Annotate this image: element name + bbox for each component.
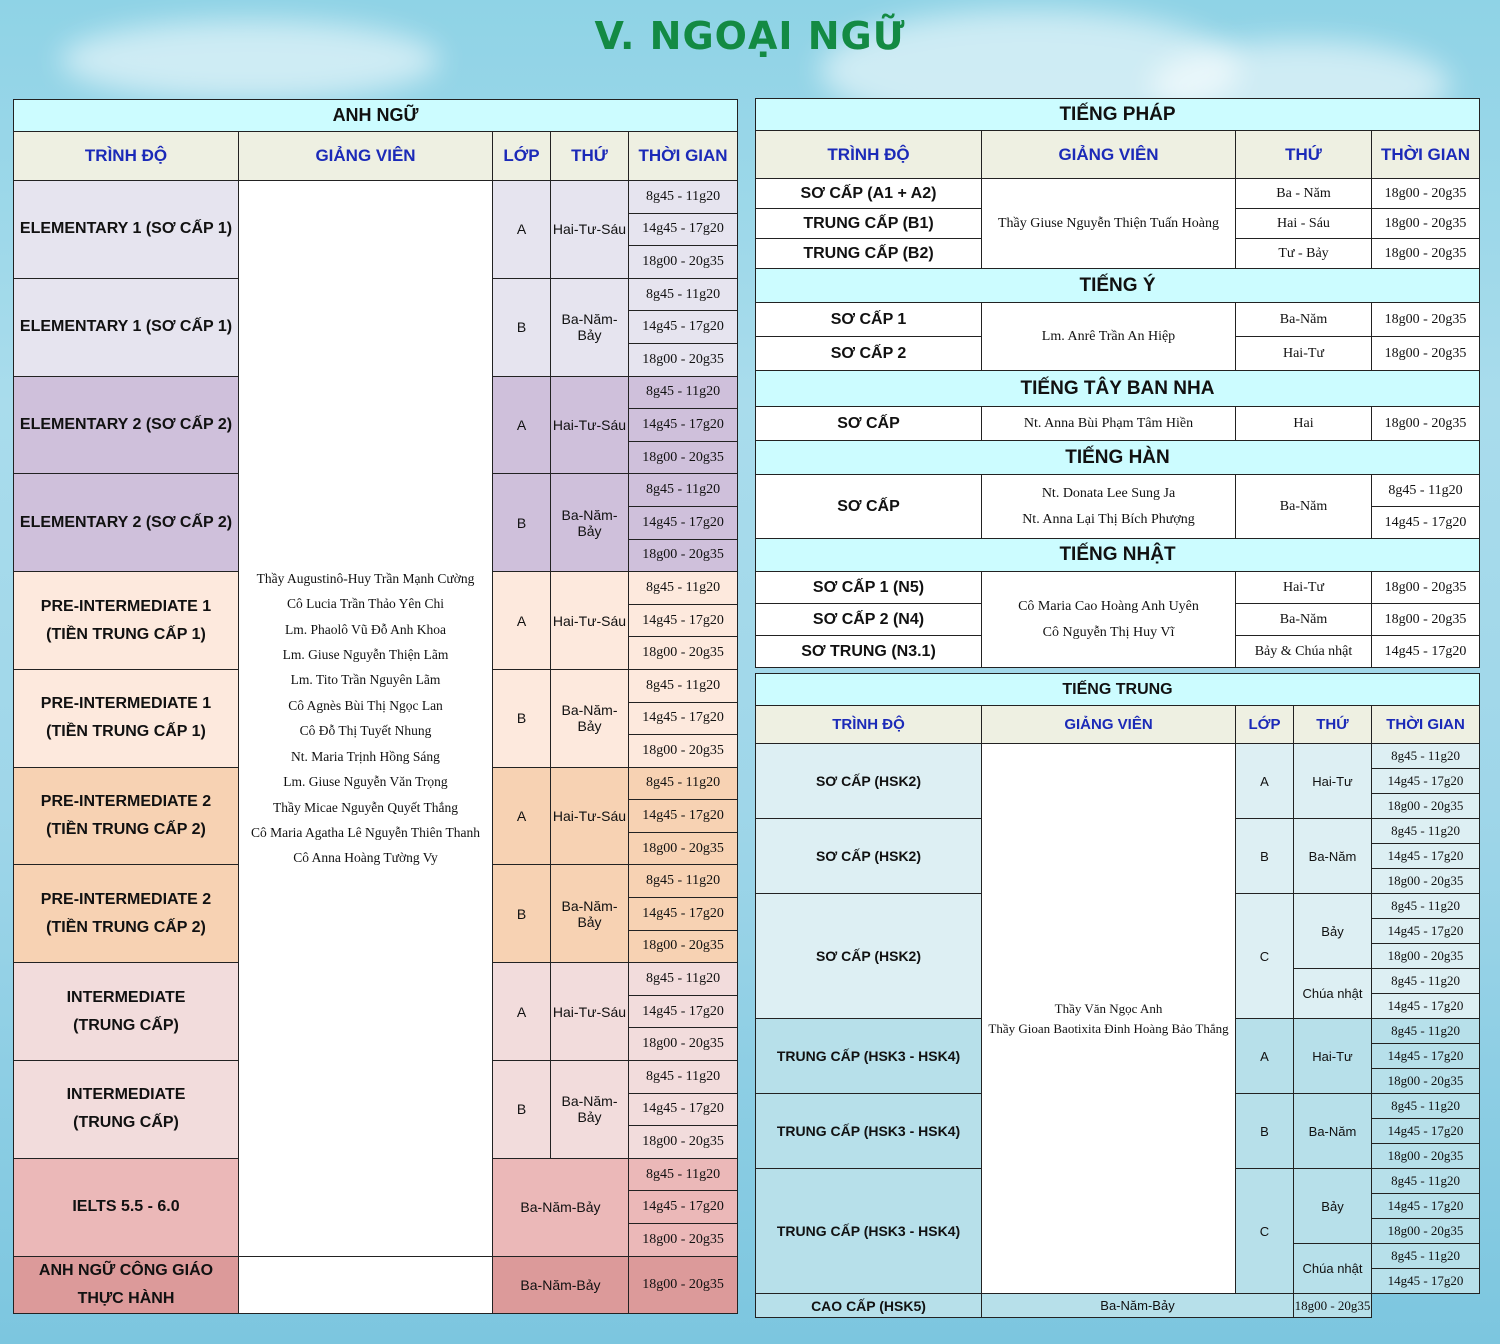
teacher-name: Nt. Anna Lại Thị Bích Phượng <box>1022 511 1195 527</box>
days-cell: Ba-Năm-Bảy <box>493 1158 629 1256</box>
class-cell: A <box>493 376 551 474</box>
level-cell: IELTS 5.5 - 6.0 <box>14 1158 239 1256</box>
class-cell: B <box>1236 1094 1294 1169</box>
header-level: TRÌNH ĐỘ <box>14 132 239 181</box>
days-cell: Hai-Tư-Sáu <box>551 963 629 1061</box>
days-cell: Bảy <box>1294 1169 1372 1244</box>
class-cell: A <box>493 181 551 279</box>
level-line: INTERMEDIATE <box>66 988 186 1006</box>
time-cell: 18g00 - 20g35 <box>1294 1294 1372 1318</box>
class-cell: A <box>1236 744 1294 819</box>
time-cell: 14g45 - 17g20 <box>629 506 738 539</box>
days-cell: Ba-Năm-Bảy <box>551 474 629 572</box>
time-cell: 18g00 - 20g35 <box>629 832 738 865</box>
level-cell: SƠ CẤP 1 <box>756 303 982 337</box>
time-cell: 8g45 - 11g20 <box>1372 1169 1480 1194</box>
other-languages-table <box>755 98 1480 668</box>
time-cell: 18g00 - 20g35 <box>1372 337 1480 371</box>
teacher-name: Cô Nguyễn Thị Huy Vĩ <box>1042 624 1175 640</box>
time-cell: 8g45 - 11g20 <box>1372 969 1480 994</box>
time-cell: 18g00 - 20g35 <box>1372 944 1480 969</box>
time-cell: 18g00 - 20g35 <box>629 1028 738 1061</box>
time-cell: 8g45 - 11g20 <box>629 669 738 702</box>
teacher-empty-cell <box>239 1256 493 1313</box>
spanish-section-title: TIẾNG TÂY BAN NHA <box>756 371 1480 407</box>
korean-section-title: TIẾNG HÀN <box>756 441 1480 475</box>
time-cell: 8g45 - 11g20 <box>629 1158 738 1191</box>
days-cell: Bảy & Chúa nhật <box>1236 636 1372 668</box>
days-cell: Hai-Tư <box>1236 337 1372 371</box>
level-cell: SƠ CẤP (HSK2) <box>756 744 982 819</box>
level-cell: SƠ CẤP (HSK2) <box>756 894 982 1019</box>
level-cell: TRUNG CẤP (B1) <box>756 209 982 239</box>
header-time: THỜI GIAN <box>629 132 738 181</box>
level-cell <box>14 572 239 670</box>
teacher-name: Thầy Micae Nguyễn Quyết Thắng <box>273 799 458 815</box>
time-cell: 18g00 - 20g35 <box>1372 209 1480 239</box>
level-line: PRE-INTERMEDIATE 2 <box>40 793 212 811</box>
time-cell: 14g45 - 17g20 <box>629 604 738 637</box>
level-line: (TIỀN TRUNG CẤP 1) <box>46 625 206 643</box>
class-cell: A <box>1236 1019 1294 1094</box>
teacher-name: Cô Maria Cao Hoàng Anh Uyên <box>1018 598 1199 614</box>
level-cell <box>14 669 239 767</box>
time-cell: 14g45 - 17g20 <box>1372 636 1480 668</box>
level-line: THỰC HÀNH <box>77 1289 175 1307</box>
time-cell: 18g00 - 20g35 <box>1372 407 1480 441</box>
time-cell: 14g45 - 17g20 <box>1372 1269 1480 1294</box>
time-cell: 8g45 - 11g20 <box>629 181 738 214</box>
time-cell: 14g45 - 17g20 <box>1372 1194 1480 1219</box>
header-day: THỨ <box>1236 131 1372 179</box>
time-cell: 18g00 - 20g35 <box>1372 794 1480 819</box>
english-section-title: ANH NGỮ <box>14 100 738 132</box>
level-cell <box>14 865 239 963</box>
header-time: THỜI GIAN <box>1372 706 1480 744</box>
time-cell: 14g45 - 17g20 <box>629 311 738 344</box>
class-cell: B <box>493 669 551 767</box>
time-cell: 14g45 - 17g20 <box>629 702 738 735</box>
time-cell: 18g00 - 20g35 <box>629 539 738 572</box>
header-level: TRÌNH ĐỘ <box>756 131 982 179</box>
days-cell: Bảy <box>1294 894 1372 969</box>
italian-section-title: TIẾNG Ý <box>756 269 1480 303</box>
days-cell: Hai-Tư-Sáu <box>551 767 629 865</box>
level-cell: SƠ CẤP 2 (N4) <box>756 604 982 636</box>
time-cell: 8g45 - 11g20 <box>629 474 738 507</box>
time-cell: 18g00 - 20g35 <box>1372 303 1480 337</box>
days-cell: Hai-Tư-Sáu <box>551 572 629 670</box>
teacher-name: Lm. Giuse Nguyễn Văn Trọng <box>283 774 448 790</box>
time-cell: 18g00 - 20g35 <box>629 441 738 474</box>
time-cell: 14g45 - 17g20 <box>629 409 738 442</box>
level-cell: ELEMENTARY 2 (SƠ CẤP 2) <box>14 376 239 474</box>
french-section-title: TIẾNG PHÁP <box>756 99 1480 131</box>
teacher-cell: Lm. Anrê Trần An Hiệp <box>982 303 1236 371</box>
english-table <box>13 99 738 1314</box>
time-cell: 18g00 - 20g35 <box>1372 1069 1480 1094</box>
time-cell: 14g45 - 17g20 <box>1372 1119 1480 1144</box>
teacher-cell <box>982 475 1236 539</box>
header-teacher: GIẢNG VIÊN <box>982 131 1236 179</box>
days-cell: Hai-Tư-Sáu <box>551 376 629 474</box>
level-line: PRE-INTERMEDIATE 1 <box>40 695 212 713</box>
level-cell <box>14 1256 239 1313</box>
level-cell: TRUNG CẤP (HSK3 - HSK4) <box>756 1094 982 1169</box>
class-cell: A <box>493 963 551 1061</box>
level-cell: ELEMENTARY 1 (SƠ CẤP 1) <box>14 278 239 376</box>
time-cell: 18g00 - 20g35 <box>629 246 738 279</box>
days-cell: Hai - Sáu <box>1236 209 1372 239</box>
chinese-teachers-cell <box>982 744 1236 1294</box>
level-cell: ELEMENTARY 1 (SƠ CẤP 1) <box>14 181 239 279</box>
time-cell: 18g00 - 20g35 <box>629 1256 738 1313</box>
time-cell: 8g45 - 11g20 <box>1372 744 1480 769</box>
time-cell: 14g45 - 17g20 <box>629 995 738 1028</box>
time-cell: 14g45 - 17g20 <box>1372 507 1480 539</box>
time-cell: 14g45 - 17g20 <box>1372 1044 1480 1069</box>
level-cell: SƠ CẤP 1 (N5) <box>756 572 982 604</box>
level-cell <box>14 1061 239 1159</box>
days-cell: Ba-Năm-Bảy <box>982 1294 1294 1318</box>
class-cell: C <box>1236 1169 1294 1294</box>
level-cell: CAO CẤP (HSK5) <box>756 1294 982 1318</box>
level-cell: TRUNG CẤP (HSK3 - HSK4) <box>756 1019 982 1094</box>
time-cell: 18g00 - 20g35 <box>1372 869 1480 894</box>
time-cell: 18g00 - 20g35 <box>629 1224 738 1257</box>
class-cell: B <box>493 1061 551 1159</box>
header-day: THỨ <box>551 132 629 181</box>
teacher-cell <box>982 572 1236 668</box>
level-line: (TRUNG CẤP) <box>73 1016 179 1034</box>
class-cell: B <box>493 278 551 376</box>
time-cell: 8g45 - 11g20 <box>1372 819 1480 844</box>
days-cell: Tư - Bảy <box>1236 239 1372 269</box>
teacher-name: Cô Agnès Bùi Thị Ngọc Lan <box>288 697 443 713</box>
level-cell <box>14 963 239 1061</box>
teacher-name: Thầy Văn Ngọc Anh <box>1054 1000 1163 1016</box>
level-line: PRE-INTERMEDIATE 1 <box>40 597 212 615</box>
time-cell: 18g00 - 20g35 <box>1372 572 1480 604</box>
teacher-name: Lm. Phaolô Vũ Đỗ Anh Khoa <box>285 621 446 637</box>
days-cell: Hai-Tư <box>1294 744 1372 819</box>
chinese-table <box>755 673 1480 1318</box>
teacher-name: Cô Maria Agatha Lê Nguyễn Thiên Thanh <box>251 824 480 840</box>
time-cell: 14g45 - 17g20 <box>1372 844 1480 869</box>
time-cell: 14g45 - 17g20 <box>1372 919 1480 944</box>
level-cell: SƠ CẤP <box>756 475 982 539</box>
teacher-name: Lm. Giuse Nguyễn Thiện Lãm <box>282 647 449 663</box>
level-line: (TIỀN TRUNG CẤP 1) <box>46 723 206 741</box>
teacher-name: Cô Đỗ Thị Tuyết Nhung <box>299 723 432 739</box>
time-cell: 8g45 - 11g20 <box>629 278 738 311</box>
time-cell: 14g45 - 17g20 <box>629 1191 738 1224</box>
level-cell: SƠ CẤP (HSK2) <box>756 819 982 894</box>
level-line: PRE-INTERMEDIATE 2 <box>40 890 212 908</box>
teacher-name: Nt. Donata Lee Sung Ja <box>1041 485 1176 501</box>
time-cell: 8g45 - 11g20 <box>629 572 738 605</box>
class-cell: B <box>1236 819 1294 894</box>
days-cell: Ba-Năm <box>1236 604 1372 636</box>
teacher-name: Lm. Tito Trần Nguyên Lãm <box>290 672 441 688</box>
level-line: (TRUNG CẤP) <box>73 1114 179 1132</box>
days-cell: Ba-Năm-Bảy <box>493 1256 629 1313</box>
days-cell: Ba-Năm-Bảy <box>551 865 629 963</box>
page-title: V. NGOẠI NGỮ <box>594 14 906 58</box>
teacher-cell: Nt. Anna Bùi Phạm Tâm Hiền <box>982 407 1236 441</box>
teacher-name: Thầy Gioan Baotixita Đinh Hoàng Bảo Thắng <box>988 1020 1229 1036</box>
days-cell: Chúa nhật <box>1294 1244 1372 1294</box>
time-cell: 18g00 - 20g35 <box>629 343 738 376</box>
level-line: (TIỀN TRUNG CẤP 2) <box>46 918 206 936</box>
time-cell: 14g45 - 17g20 <box>629 1093 738 1126</box>
level-line: INTERMEDIATE <box>66 1086 186 1104</box>
chinese-section-title: TIẾNG TRUNG <box>756 674 1480 706</box>
time-cell: 8g45 - 11g20 <box>629 963 738 996</box>
level-cell: SƠ CẤP (A1 + A2) <box>756 179 982 209</box>
days-cell: Ba-Năm <box>1236 475 1372 539</box>
header-class: LỚP <box>493 132 551 181</box>
time-cell: 8g45 - 11g20 <box>629 865 738 898</box>
time-cell: 8g45 - 11g20 <box>629 1061 738 1094</box>
time-cell: 14g45 - 17g20 <box>1372 994 1480 1019</box>
days-cell: Ba-Năm-Bảy <box>551 1061 629 1159</box>
header-time: THỜI GIAN <box>1372 131 1480 179</box>
level-line: (TIỀN TRUNG CẤP 2) <box>46 821 206 839</box>
header-teacher: GIẢNG VIÊN <box>982 706 1236 744</box>
header-day: THỨ <box>1294 706 1372 744</box>
level-cell: SƠ CẤP <box>756 407 982 441</box>
level-cell: TRUNG CẤP (HSK3 - HSK4) <box>756 1169 982 1294</box>
class-cell: B <box>493 865 551 963</box>
class-cell: A <box>493 767 551 865</box>
days-cell: Ba-Năm-Bảy <box>551 278 629 376</box>
level-cell: ELEMENTARY 2 (SƠ CẤP 2) <box>14 474 239 572</box>
class-cell: B <box>493 474 551 572</box>
time-cell: 14g45 - 17g20 <box>1372 769 1480 794</box>
header-level: TRÌNH ĐỘ <box>756 706 982 744</box>
teacher-name: Thầy Augustinô-Huy Trần Mạnh Cường <box>256 570 475 586</box>
level-cell: SƠ CẤP 2 <box>756 337 982 371</box>
level-cell: SƠ TRUNG (N3.1) <box>756 636 982 668</box>
time-cell: 18g00 - 20g35 <box>629 930 738 963</box>
time-cell: 8g45 - 11g20 <box>1372 475 1480 507</box>
time-cell: 18g00 - 20g35 <box>1372 239 1480 269</box>
time-cell: 8g45 - 11g20 <box>629 376 738 409</box>
time-cell: 14g45 - 17g20 <box>629 898 738 931</box>
time-cell: 8g45 - 11g20 <box>1372 1244 1480 1269</box>
time-cell: 18g00 - 20g35 <box>1372 1144 1480 1169</box>
time-cell: 8g45 - 11g20 <box>629 767 738 800</box>
time-cell: 18g00 - 20g35 <box>1372 1219 1480 1244</box>
level-cell <box>14 767 239 865</box>
days-cell: Hai-Tư <box>1236 572 1372 604</box>
days-cell: Chúa nhật <box>1294 969 1372 1019</box>
teacher-name: Cô Anna Hoàng Tường Vy <box>293 850 438 866</box>
time-cell: 8g45 - 11g20 <box>1372 1094 1480 1119</box>
time-cell: 8g45 - 11g20 <box>1372 1019 1480 1044</box>
days-cell: Ba-Năm-Bảy <box>551 669 629 767</box>
english-teachers-cell <box>239 181 493 1257</box>
days-cell: Hai-Tư <box>1294 1019 1372 1094</box>
level-cell: TRUNG CẤP (B2) <box>756 239 982 269</box>
class-cell: C <box>1236 894 1294 1019</box>
days-cell: Hai-Tư-Sáu <box>551 181 629 279</box>
time-cell: 8g45 - 11g20 <box>1372 894 1480 919</box>
header-teacher: GIẢNG VIÊN <box>239 132 493 181</box>
time-cell: 18g00 - 20g35 <box>629 1126 738 1159</box>
time-cell: 18g00 - 20g35 <box>629 735 738 768</box>
time-cell: 14g45 - 17g20 <box>629 800 738 833</box>
time-cell: 18g00 - 20g35 <box>1372 179 1480 209</box>
class-cell: A <box>493 572 551 670</box>
days-cell: Ba-Năm <box>1294 819 1372 894</box>
time-cell: 18g00 - 20g35 <box>629 637 738 670</box>
teacher-name: Cô Lucia Trần Thảo Yên Chi <box>286 596 445 612</box>
days-cell: Ba - Năm <box>1236 179 1372 209</box>
days-cell: Ba-Năm <box>1294 1094 1372 1169</box>
teacher-name: Nt. Maria Trịnh Hồng Sáng <box>291 748 440 764</box>
header-class: LỚP <box>1236 706 1294 744</box>
days-cell: Hai <box>1236 407 1372 441</box>
teacher-cell: Thầy Giuse Nguyễn Thiện Tuấn Hoàng <box>982 179 1236 269</box>
days-cell: Ba-Năm <box>1236 303 1372 337</box>
time-cell: 18g00 - 20g35 <box>1372 604 1480 636</box>
time-cell: 14g45 - 17g20 <box>629 213 738 246</box>
japanese-section-title: TIẾNG NHẬT <box>756 539 1480 572</box>
level-line: ANH NGỮ CÔNG GIÁO <box>38 1261 214 1279</box>
